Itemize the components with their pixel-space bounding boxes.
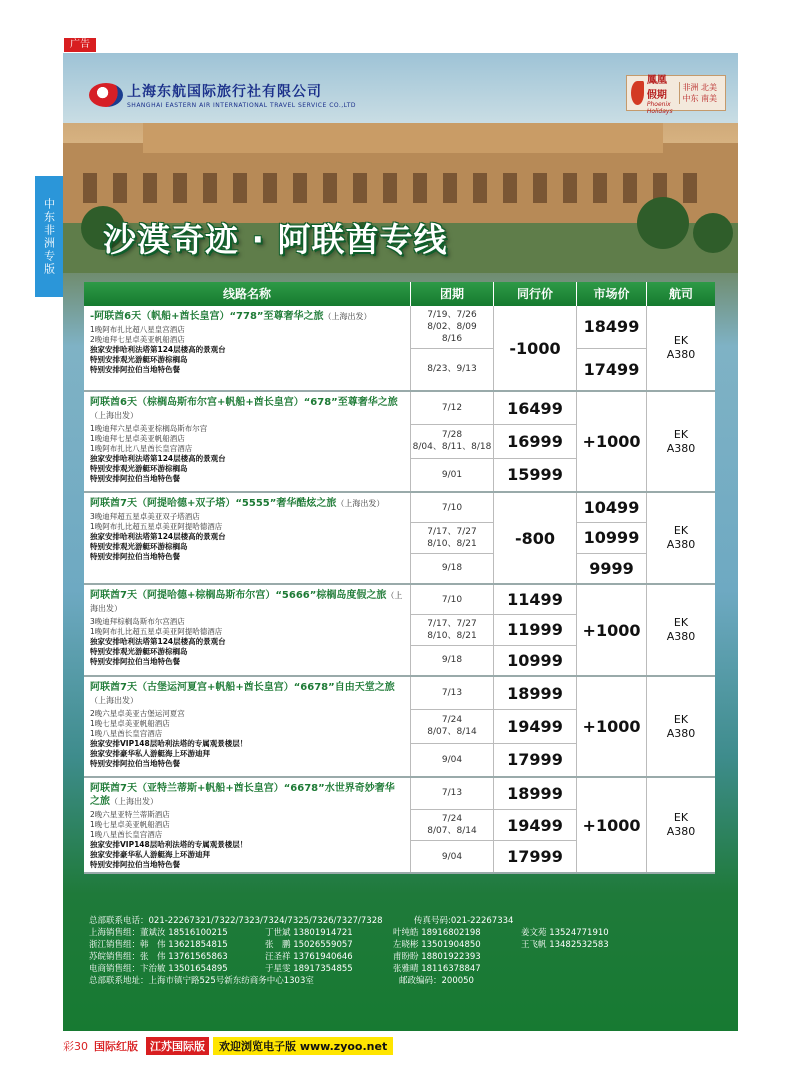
sales-contact: 姜文苑 13524771910 xyxy=(521,928,609,938)
feature-item: 特别安排观光游艇环游棕榈岛 xyxy=(90,647,188,656)
postcode: 邮政编码：200050 xyxy=(399,976,474,986)
peer-price: 10999 xyxy=(494,646,577,675)
company-logo-icon xyxy=(89,83,123,107)
hq-phone: 总部联系电话：021-22267321/7322/7323/7324/7325/7326/7327/7328 xyxy=(89,916,383,926)
feature-item: 特别安排阿拉伯当地特色餐 xyxy=(90,657,180,666)
departure-dates xyxy=(411,778,577,872)
route-title: 阿联酋6天（棕榈岛斯布尔宫+帆船+酋长皇宫）“678”至尊奢华之旅（上海出发） xyxy=(90,397,398,420)
header-route: 线路名称 xyxy=(84,282,411,306)
edition-label: 国际红版 xyxy=(94,1040,138,1053)
page-footer xyxy=(63,1037,393,1055)
feature-item: 特别安排阿拉伯当地特色餐 xyxy=(90,759,180,768)
date-row xyxy=(411,841,577,872)
market-prices xyxy=(577,306,647,390)
route-description xyxy=(84,677,411,776)
feature-item: 独家安排哈利法塔第124层楼高的景观台 xyxy=(90,454,226,463)
hq-fax: 传真号码:021-22267334 xyxy=(414,916,514,926)
feature-item: 独家安排哈利法塔第124层楼高的景观台 xyxy=(90,532,226,541)
tour-date: 7/28 8/04、8/11、8/18 xyxy=(411,425,494,457)
sales-contact: 丁世斌 13801914721 xyxy=(265,928,353,938)
sales-contact: 张 鹏 15026559057 xyxy=(265,940,353,950)
date-row xyxy=(411,677,577,710)
feature-item: 特别安排阿拉伯当地特色餐 xyxy=(90,860,180,869)
route-description xyxy=(84,585,411,675)
sales-contact: 于星雯 18917354855 xyxy=(265,964,353,974)
feature-item: 特别安排观光游艇环游棕榈岛 xyxy=(90,355,188,364)
market-price-diff: +1000 xyxy=(577,392,647,491)
departure-city: （上海出发） xyxy=(90,411,138,420)
airline-code: EK xyxy=(673,712,689,726)
route-description xyxy=(84,778,411,872)
aircraft-type: A380 xyxy=(666,630,696,643)
departure-dates xyxy=(411,493,494,583)
departure-city: （上海出发） xyxy=(90,696,138,705)
sales-contact: 左晓彬 13501904850 xyxy=(393,940,481,950)
company-name-en: SHANGHAI EASTERN AIR INTERNATIONAL TRAVEL SERVICE CO.,LTD xyxy=(127,102,356,109)
peer-price: 18999 xyxy=(494,677,577,709)
hotel-item: 3晚迪拜超五星卓美亚双子塔酒店 xyxy=(90,512,200,521)
hotel-item: 1晚八星酋长皇宫酒店 xyxy=(90,830,163,839)
hotel-item: 2晚六星卓美亚古堡运河夏宫 xyxy=(90,709,185,718)
tour-date: 9/18 xyxy=(411,646,494,675)
date-row xyxy=(411,778,577,810)
tour-date: 7/17、7/27 8/10、8/21 xyxy=(411,615,494,644)
tour-date: 7/17、7/27 8/10、8/21 xyxy=(411,523,494,552)
hotel-item: 1晚阿布扎比超五星卓美亚阿提哈德酒店 xyxy=(90,627,223,636)
airline-info xyxy=(647,677,715,776)
market-price: 9999 xyxy=(589,558,634,578)
peer-price: 11499 xyxy=(494,585,577,614)
date-row xyxy=(411,615,577,645)
ad-tag: 广告 xyxy=(64,38,96,52)
header-airline: 航司 xyxy=(647,282,715,306)
date-row xyxy=(411,306,494,349)
date-row xyxy=(411,523,494,553)
sales-contact: 汪圣祥 13761940646 xyxy=(265,952,353,962)
sales-contact: 叶纯皓 18916802198 xyxy=(393,928,481,938)
company-name: 上海东航国际旅行社有限公司 xyxy=(127,84,322,100)
contact-row xyxy=(89,927,719,939)
market-price: 17499 xyxy=(583,359,640,379)
market-price: 10999 xyxy=(577,523,646,553)
tour-date: 7/10 xyxy=(411,493,494,522)
phoenix-name: 鳳凰假期 xyxy=(646,75,667,101)
route-block xyxy=(84,392,715,493)
route-title: 阿联酋7天（阿提哈德+双子塔）“5555”奢华酷炫之旅（上海出发） xyxy=(90,498,385,509)
tour-date: 7/13 xyxy=(411,677,494,709)
route-title: 阿联酋7天（阿提哈德+棕榈岛斯布尔宫）“5666”棕榈岛度假之旅（上海出发） xyxy=(90,590,403,613)
date-row xyxy=(411,425,577,458)
peer-price-diff: -1000 xyxy=(494,306,577,390)
tour-date: 9/18 xyxy=(411,554,494,583)
feature-item: 独家安排豪华私人游艇海上环游迪拜 xyxy=(90,749,210,758)
peer-price: 17999 xyxy=(494,744,577,776)
airline-code: EK xyxy=(673,334,689,347)
tour-date: 7/24 8/07、8/14 xyxy=(411,710,494,742)
sales-contact xyxy=(521,951,671,963)
tour-date: 7/10 xyxy=(411,585,494,614)
feature-item: 独家安排VIP148层哈利法塔的专属观景楼层！ xyxy=(90,739,248,748)
aircraft-type: A380 xyxy=(666,441,696,455)
peer-price: 16999 xyxy=(494,425,577,457)
date-row xyxy=(411,710,577,743)
website-link[interactable]: 欢迎浏览电子版 www.zyoo.net xyxy=(213,1037,393,1055)
hotel-item: 1晚阿布扎比八星酋长皇宫酒店 xyxy=(90,444,193,453)
hotel-item: 1晚七星卓美亚帆船酒店 xyxy=(90,820,170,829)
route-block xyxy=(84,778,715,874)
phoenix-name-en: Phoenix Holidays xyxy=(646,101,673,115)
airline-code: EK xyxy=(673,616,689,629)
route-block xyxy=(84,493,715,585)
peer-price: 16499 xyxy=(494,392,577,424)
route-title: 阿联酋7天（亚特兰蒂斯+帆船+酋长皇宫）“6678”水世界奇妙奢华之旅（上海出发） xyxy=(90,783,395,807)
route-description xyxy=(84,493,411,583)
departure-city: （上海出发） xyxy=(110,797,158,806)
table-header xyxy=(84,282,715,306)
route-block xyxy=(84,306,715,392)
peer-price-diff: -800 xyxy=(494,493,577,583)
tour-date: 7/24 8/07、8/14 xyxy=(411,810,494,841)
hotel-item: 3晚迪拜棕榈岛斯布尔宫酒店 xyxy=(90,617,185,626)
aircraft-type: A380 xyxy=(666,726,696,740)
peer-price: 18999 xyxy=(494,778,577,809)
market-prices xyxy=(577,493,647,583)
feature-item: 独家安排哈利法塔第124层楼高的景观台 xyxy=(90,345,226,354)
page-number: 彩30 xyxy=(63,1040,88,1053)
airline-info xyxy=(647,778,715,872)
contact-row xyxy=(89,939,719,951)
ad-panel xyxy=(63,53,738,1031)
hotel-item: 1晚迪拜七星卓美亚帆船酒店 xyxy=(90,434,185,443)
airline-info xyxy=(647,392,715,491)
tour-date: 9/01 xyxy=(411,459,494,491)
route-description xyxy=(84,306,411,390)
aircraft-type: A380 xyxy=(666,825,696,838)
departure-dates xyxy=(411,585,577,675)
airline-code: EK xyxy=(673,524,689,537)
feature-item: 特别安排阿拉伯当地特色餐 xyxy=(90,552,180,561)
sales-contact: 张雅晴 18116378847 xyxy=(393,964,481,974)
date-row xyxy=(411,392,577,425)
peer-price: 19499 xyxy=(494,710,577,742)
feature-item: 特别安排阿拉伯当地特色餐 xyxy=(90,365,180,374)
market-price: 10499 xyxy=(577,493,646,523)
phoenix-regions: 非洲 北美 中东 南美 xyxy=(679,82,722,104)
route-title: 阿联酋7天（古堡运河夏宫+帆船+酋长皇宫）“6678”自由天堂之旅（上海出发） xyxy=(90,682,395,705)
date-row xyxy=(411,493,494,523)
company-brand xyxy=(89,81,356,109)
hotel-item: 2晚迪拜七星卓美亚帆船酒店 xyxy=(90,335,185,344)
sales-contact: 甫盼盼 18801922393 xyxy=(393,952,481,962)
tour-date: 8/23、9/13 xyxy=(411,349,494,391)
peer-price: 19499 xyxy=(494,810,577,841)
date-row xyxy=(411,810,577,842)
sales-contact xyxy=(521,963,671,975)
sales-contact: 浙江销售组：韩 伟 13621854815 xyxy=(89,940,228,950)
departure-dates xyxy=(411,306,494,390)
airline-code: EK xyxy=(673,427,689,441)
peer-price: 11999 xyxy=(494,615,577,644)
route-description xyxy=(84,392,411,491)
header-market-price: 市场价 xyxy=(577,282,647,306)
date-row xyxy=(411,349,494,391)
feature-item: 特别安排观光游艇环游棕榈岛 xyxy=(90,464,188,473)
tour-date: 7/12 xyxy=(411,392,494,424)
hotel-item: 1晚阿布扎比超八星皇宫酒店 xyxy=(90,325,185,334)
aircraft-type: A380 xyxy=(666,348,696,361)
tour-date: 9/04 xyxy=(411,841,494,872)
feature-item: 特别安排阿拉伯当地特色餐 xyxy=(90,474,180,483)
departure-dates xyxy=(411,392,577,491)
feature-item: 独家安排哈利法塔第124层楼高的景观台 xyxy=(90,637,226,646)
tour-date: 9/04 xyxy=(411,744,494,776)
hotel-item: 1晚阿布扎比超五星卓美亚阿提哈德酒店 xyxy=(90,522,223,531)
hotel-item: 2晚六星亚特兰蒂斯酒店 xyxy=(90,810,170,819)
contact-row xyxy=(89,963,719,975)
hq-address: 总部联系地址：上海市镇宁路525号新东纺商务中心1303室 xyxy=(89,976,314,986)
date-row xyxy=(411,744,577,776)
route-table xyxy=(84,282,715,874)
hotel-item: 1晚八星酋长皇宫酒店 xyxy=(90,729,163,738)
tour-date: 7/19、7/26 8/02、8/09 8/16 xyxy=(411,306,494,348)
airline-info xyxy=(647,306,715,390)
phoenix-brand xyxy=(626,75,726,115)
feature-item: 特别安排观光游艇环游棕榈岛 xyxy=(90,542,188,551)
phoenix-logo-icon xyxy=(631,81,644,105)
peer-price: 17999 xyxy=(494,841,577,872)
sales-contact: 上海销售组：董斌汝 18516100215 xyxy=(89,928,228,938)
header-dates: 团期 xyxy=(411,282,494,306)
departure-city: （上海出发） xyxy=(323,312,372,321)
contact-info xyxy=(89,915,719,987)
airline-info xyxy=(647,585,715,675)
contact-row xyxy=(89,951,719,963)
market-price-diff: +1000 xyxy=(577,778,647,872)
route-block xyxy=(84,585,715,677)
sales-contact: 王飞帆 13482532583 xyxy=(521,940,609,950)
airline-info xyxy=(647,493,715,583)
tour-date: 7/13 xyxy=(411,778,494,809)
sales-contact: 苏皖销售组：张 伟 13761565863 xyxy=(89,952,228,962)
peer-price: 15999 xyxy=(494,459,577,491)
market-price: 18499 xyxy=(577,306,646,349)
departure-city: （上海出发） xyxy=(336,499,385,508)
route-block xyxy=(84,677,715,778)
section-tab: 中东非洲专版 xyxy=(35,176,63,297)
departure-dates xyxy=(411,677,577,776)
route-title: -阿联酋6天（帆船+酋长皇宫）“778”至尊奢华之旅（上海出发） xyxy=(90,311,372,322)
market-price-diff: +1000 xyxy=(577,677,647,776)
date-row xyxy=(411,646,577,675)
headline: 沙漠奇迹 · 阿联酋专线 xyxy=(103,220,448,259)
market-price-diff: +1000 xyxy=(577,585,647,675)
feature-item: 独家安排VIP148层哈利法塔的专属观景楼层！ xyxy=(90,840,248,849)
edition-badge: 江苏国际版 xyxy=(146,1037,209,1055)
date-row xyxy=(411,459,577,491)
departure-city: （上海出发） xyxy=(90,591,403,613)
feature-item: 独家安排豪华私人游艇海上环游迪拜 xyxy=(90,850,210,859)
aircraft-type: A380 xyxy=(666,538,696,551)
airline-code: EK xyxy=(673,811,689,824)
date-row xyxy=(411,585,577,615)
date-row xyxy=(411,554,494,583)
hotel-item: 1晚七星卓美亚帆船酒店 xyxy=(90,719,170,728)
hotel-item: 1晚迪拜六星卓美亚棕榈岛斯布尔宫 xyxy=(90,424,208,433)
sales-contact: 电商销售组：卞治敏 13501654895 xyxy=(89,964,228,974)
header-peer-price: 同行价 xyxy=(494,282,577,306)
